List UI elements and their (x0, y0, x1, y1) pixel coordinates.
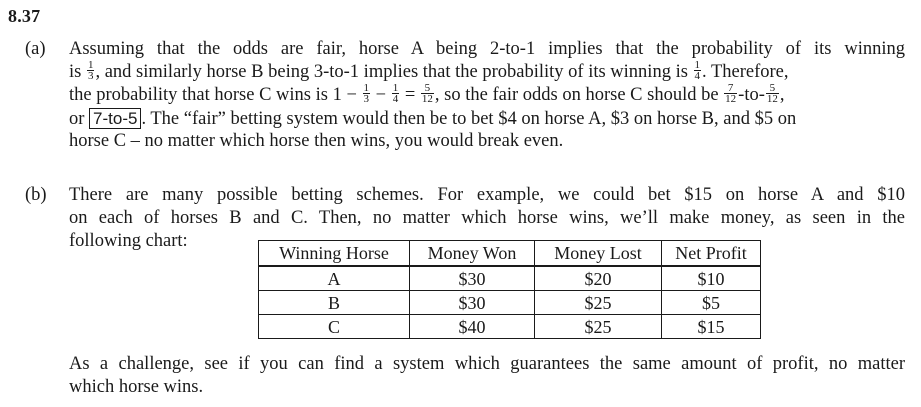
table-row (259, 315, 761, 339)
fraction-one-quarter (694, 60, 702, 81)
fraction-denominator: 3 (363, 93, 370, 106)
text-segment: , and similarly horse B being 3-to-1 implies that the probability of its winning is (95, 62, 693, 82)
part-a-line-4 (69, 107, 905, 130)
fraction-numerator: 5 (421, 83, 434, 94)
table-cell: A (259, 266, 410, 291)
part-a-line-2 (69, 61, 905, 84)
fraction-one-quarter (392, 83, 400, 104)
fraction-denominator: 4 (392, 93, 399, 106)
fraction-numerator: 5 (766, 83, 779, 94)
column-header-winning-horse: Winning Horse (259, 241, 410, 267)
fraction-numerator: 1 (392, 82, 399, 95)
text-segment: is (69, 62, 86, 82)
part-b-label: (b) (25, 185, 47, 205)
table-cell: $25 (535, 291, 662, 315)
part-b-line-2: on each of horses B and C. Then, no matter which horse wins, we’ll make money, as seen in the (69, 208, 905, 228)
fraction-denominator: 3 (87, 70, 94, 83)
fraction-numerator: 1 (363, 82, 370, 95)
table-row (259, 291, 761, 315)
part-a-line-5: horse C – no matter which horse then wins, you would break even. (69, 131, 564, 151)
part-a-line-3 (69, 84, 905, 107)
table-cell: $30 (410, 266, 535, 291)
part-b-line-1: There are many possible betting schemes. For example, we could bet $15 on horse A and $10 (69, 185, 905, 205)
text-segment: . The “fair” betting system would then be to bet $4 on horse A, $3 on horse B, and $5 on (141, 109, 797, 129)
boxed-answer: 7-to-5 (89, 108, 141, 129)
table-cell: $30 (410, 291, 535, 315)
column-header-money-won: Money Won (410, 241, 535, 267)
betting-table (258, 240, 761, 339)
closing-paragraph (69, 353, 905, 399)
table-cell: B (259, 291, 410, 315)
table-cell: C (259, 315, 410, 339)
table-cell: $20 (535, 266, 662, 291)
fraction-denominator: 12 (766, 93, 778, 106)
closing-line-1: As a challenge, see if you can find a system which guarantees the same amount of profit, no matter (69, 354, 905, 374)
fraction-denominator: 12 (725, 93, 737, 106)
table-cell: $5 (662, 291, 761, 315)
part-a-body (69, 38, 905, 153)
part-a-line-1: Assuming that the odds are fair, horse A being 2-to-1 implies that the probability of its winning (69, 39, 905, 59)
problem-number: 8.37 (8, 6, 41, 26)
table-cell: $10 (662, 266, 761, 291)
fraction-five-twelfths (766, 83, 779, 104)
fraction-seven-twelfths (724, 83, 737, 104)
part-a-label: (a) (25, 39, 46, 59)
table-cell: $40 (410, 315, 535, 339)
fraction-numerator: 1 (694, 59, 701, 72)
betting-chart (258, 240, 761, 339)
text-segment: , so the fair odds on horse C should be (434, 85, 724, 105)
closing-line-2: which horse wins. (69, 377, 204, 397)
table-cell: $15 (662, 315, 761, 339)
fraction-numerator: 1 (87, 59, 94, 72)
text-segment: = (400, 85, 420, 105)
fraction-five-twelfths (421, 83, 434, 104)
table-row (259, 266, 761, 291)
part-b-line-3: following chart: (69, 231, 188, 251)
text-segment: the probability that horse C wins is 1 − (69, 85, 362, 105)
column-header-money-lost: Money Lost (535, 241, 662, 267)
fraction-numerator: 7 (724, 83, 737, 94)
text-segment: . Therefore, (702, 62, 789, 82)
table-cell: $25 (535, 315, 662, 339)
table-header-row (259, 241, 761, 267)
text-segment: -to- (738, 85, 765, 105)
text-segment: or (69, 109, 90, 129)
text-segment: , (779, 85, 785, 105)
fraction-denominator: 4 (694, 70, 701, 83)
column-header-net-profit: Net Profit (662, 241, 761, 267)
fraction-one-third (363, 83, 371, 104)
fraction-denominator: 12 (421, 93, 433, 106)
text-segment: − (371, 85, 391, 105)
fraction-one-third (87, 60, 95, 81)
